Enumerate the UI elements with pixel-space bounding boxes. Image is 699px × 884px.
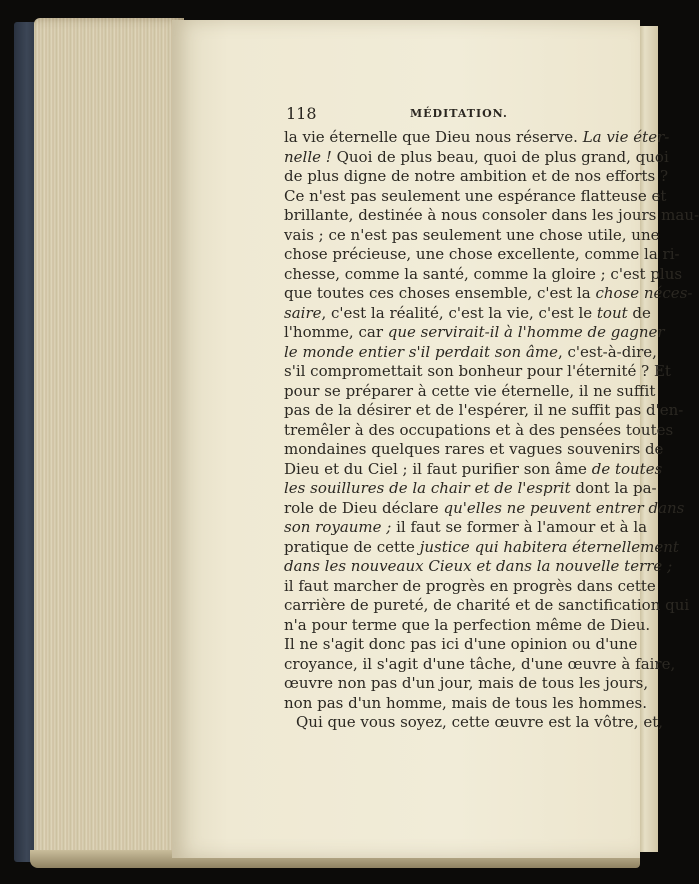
roman-text: de plus digne de notre ambition et de nos efforts ?	[284, 167, 669, 185]
italic-text: le monde entier s'il perdait son âme	[284, 342, 558, 361]
text-line	[284, 284, 693, 304]
text-line	[284, 693, 647, 714]
text-line	[284, 206, 699, 226]
text-line	[284, 459, 663, 480]
roman-text: , c'est la réalité, c'est la vie, c'est le	[321, 303, 597, 322]
page-number: 118	[286, 104, 317, 123]
roman-text: non pas d'un homme, mais de tous les hommes.	[284, 693, 647, 712]
roman-text: croyance, il s'agit d'une tâche, d'une œuvre à faire,	[284, 654, 676, 673]
italic-text: de toutes	[591, 459, 663, 478]
roman-text: Il ne s'agit donc pas ici d'une opinion ou d'une	[284, 635, 638, 653]
roman-text: s'il compromettait son bonheur pour l'éternité ? Et	[284, 362, 671, 380]
text-line	[284, 576, 656, 597]
roman-text: mondaines quelques rares et vagues souvenirs de	[284, 440, 664, 458]
roman-text: pour se préparer à cette vie éternelle, il ne suffit	[284, 381, 656, 400]
text-line	[284, 342, 657, 363]
roman-text: n'a pour terme que la perfection même de Dieu.	[284, 615, 651, 634]
italic-text: qu'elles ne peuvent entrer dans	[443, 498, 685, 517]
roman-text: pratique de cette	[284, 537, 420, 556]
text-line	[284, 596, 690, 616]
text-line	[284, 557, 673, 577]
text-line	[284, 498, 685, 519]
text-line	[284, 186, 667, 207]
roman-text: que toutes ces choses ensemble, c'est la	[284, 284, 596, 302]
roman-text: Qui que vous soyez, cette œuvre est la vôtre, et,	[296, 713, 664, 731]
roman-text: Quoi de plus beau, quoi de plus grand, quoi	[331, 147, 669, 166]
running-title: MÉDITATION.	[410, 107, 508, 120]
roman-text: carrière de pureté, de charité et de sanctification qui	[284, 596, 690, 614]
text-line	[284, 674, 649, 694]
italic-text: son royaume ;	[284, 518, 392, 536]
text-line	[284, 537, 679, 558]
text-line	[284, 479, 657, 499]
roman-text: dont la pa-	[570, 479, 657, 497]
page-header	[286, 104, 610, 126]
text-line	[284, 362, 671, 382]
roman-text: il faut se former à l'amour et à la	[391, 518, 648, 536]
italic-text: les souillures de la chair et de l'esprit	[284, 479, 571, 497]
italic-text: La vie éter-	[582, 128, 670, 146]
roman-text: chose précieuse, une chose excellente, comme la ri-	[284, 245, 680, 263]
italic-text: chose néces-	[595, 284, 693, 302]
text-line	[284, 401, 684, 421]
italic-text: que servirait-il à l'homme de gagner	[387, 323, 665, 341]
body-text	[284, 128, 699, 733]
text-line	[284, 615, 651, 636]
roman-text: Dieu et du Ciel ; il faut purifier son âme	[284, 459, 592, 478]
roman-text: Ce n'est pas seulement une espérance flatteuse et	[284, 186, 667, 205]
roman-text: œuvre non pas d'un jour, mais de tous les jours,	[284, 674, 649, 692]
text-line	[284, 381, 656, 402]
text-line	[284, 440, 664, 460]
italic-text: dans les nouveaux Cieux et dans la nouvelle terre ;	[284, 557, 673, 575]
page-stack-edge	[34, 18, 184, 868]
text-line	[284, 323, 665, 343]
roman-text: il faut marcher de progrès en progrès dans cette	[284, 576, 656, 595]
text-line	[284, 245, 680, 265]
text-line	[284, 128, 670, 148]
roman-text: de	[627, 303, 651, 322]
roman-text: , c'est-à-dire,	[557, 342, 657, 361]
text-line	[284, 303, 651, 324]
text-line	[284, 518, 648, 538]
text-line	[284, 225, 660, 246]
roman-text: brillante, destinée à nous consoler dans les jours mau-	[284, 206, 699, 224]
text-line	[284, 147, 669, 168]
roman-text: pas de la désirer et de l'espérer, il ne suffit pas d'en-	[284, 401, 684, 419]
roman-text: vais ; ce n'est pas seulement une chose utile, une	[284, 225, 660, 244]
roman-text: la vie éternelle que Dieu nous réserve.	[284, 128, 583, 146]
text-line	[284, 654, 676, 675]
italic-text: saire	[284, 303, 322, 322]
roman-text: tremêler à des occupations et à des pensées toutes	[284, 420, 674, 439]
text-line	[284, 635, 638, 655]
italic-text: justice qui habitera éternellement	[419, 537, 679, 556]
italic-text: nelle !	[284, 147, 332, 166]
text-line	[284, 167, 669, 187]
roman-text: l'homme, car	[284, 323, 388, 341]
text-line	[284, 420, 674, 441]
text-line	[284, 713, 664, 733]
text-line	[284, 264, 683, 285]
italic-text: tout	[596, 303, 628, 322]
roman-text: role de Dieu déclare	[284, 498, 444, 517]
roman-text: chesse, comme la santé, comme la gloire ; c'est plus	[284, 264, 683, 283]
